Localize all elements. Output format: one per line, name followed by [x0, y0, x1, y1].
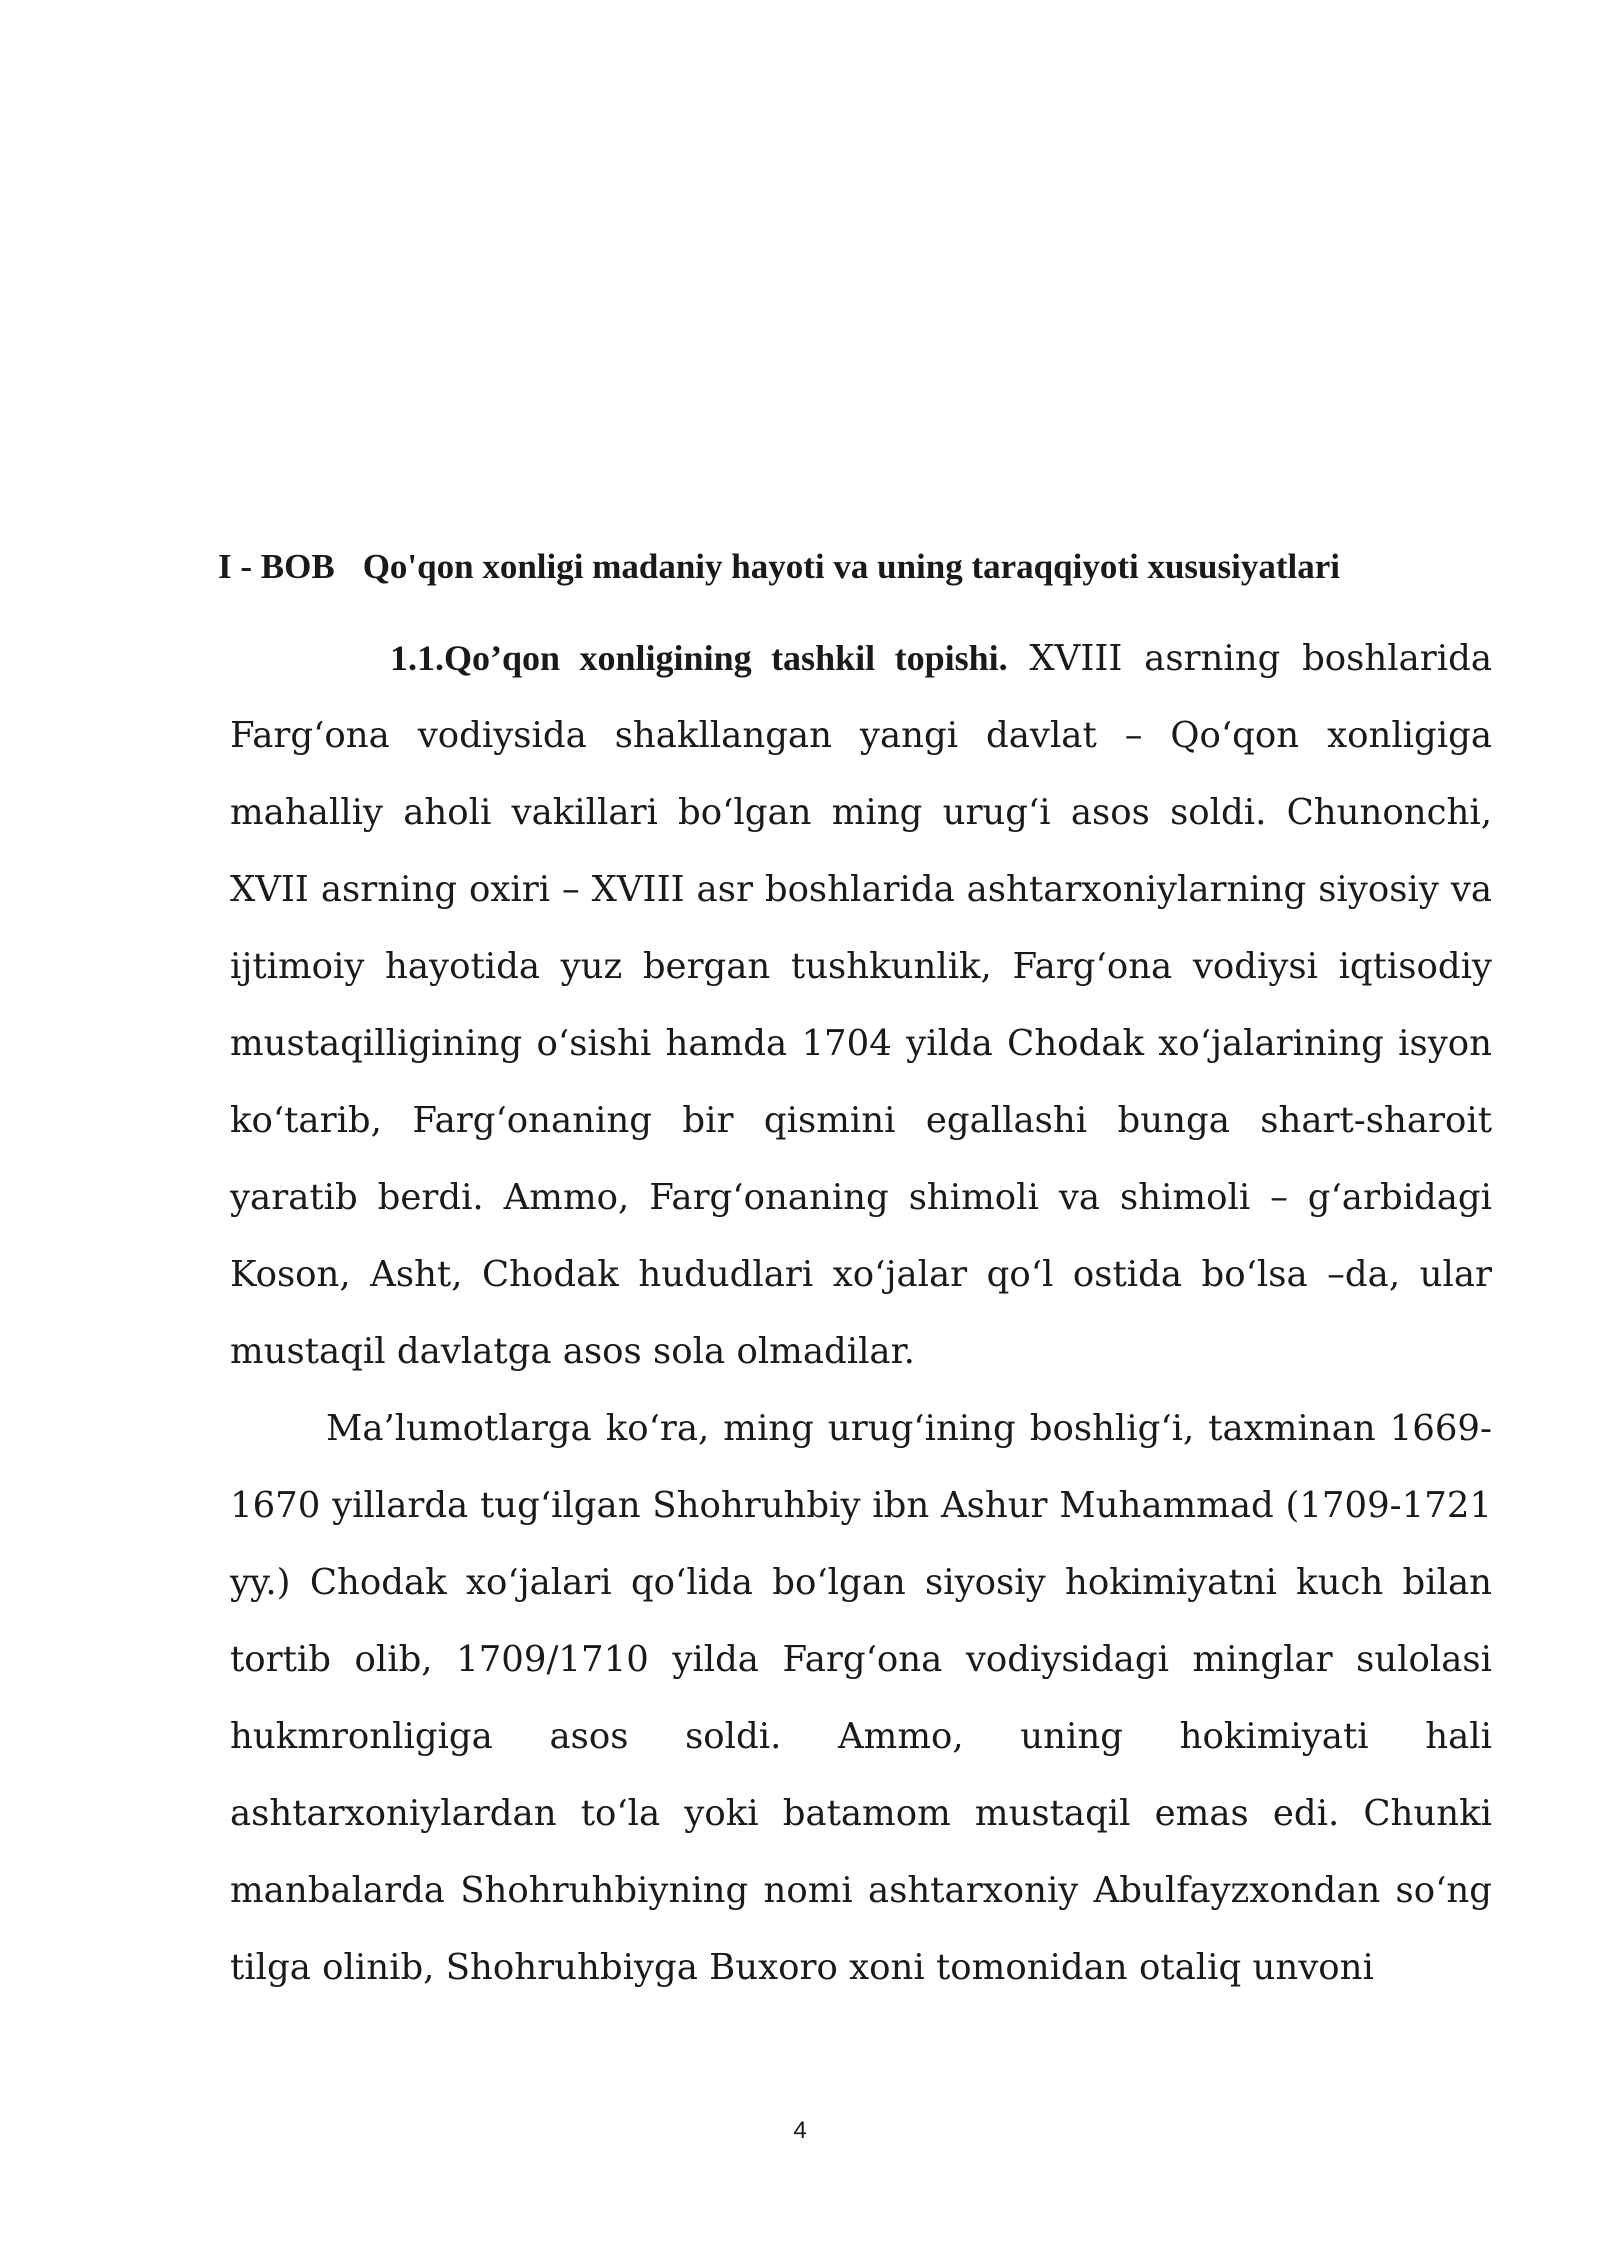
- chapter-title: [218, 540, 1518, 594]
- page-number: 4: [793, 2117, 807, 2144]
- paragraph-2: Ma’lumotlarga ko‘ra, ming urug‘ining boshlig‘i, taxminan 1669-1670 yillarda tug‘ilgan Shohruhbiy ibn Ashur Muhammad (1709-1721 yy.) Chodak xo‘jalari qo‘lida bo‘lgan siyosiy hokimiyatni kuch bilan tortib olib, 1709/1710 yilda Farg‘ona vodiysidagi minglar sulolasi hukmronligiga asos soldi. Ammo, uning hokimiyati hali ashtarxoniylardan to‘la yoki batamom mustaqil emas edi. Chunki manbalarda Shohruhbiyning nomi ashtarxoniy Abulfayzxondan so‘ng tilga olinib, Shohruhbiyga Buxoro xoni tomonidan otaliq unvoni: [230, 1408, 1492, 1988]
- paragraph-1-text: XVIII asrning boshlarida Farg‘ona vodiysida shakllangan yangi davlat – Qo‘qon xonligiga mahalliy aholi vakillari bo‘lgan ming urug‘i asos soldi. Chunonchi, XVII asrning oxiri – XVIII asr boshlarida ashtarxoniylarning siyosiy va ijtimoiy hayotida yuz bergan tushkunlik, Farg‘ona vodiysi iqtisodiy mustaqilligining o‘sishi hamda 1704 yilda Chodak xo‘jalarining isyon ko‘tarib, Farg‘onaning bir qismini egallashi bunga shart-sharoit yaratib berdi. Ammo, Farg‘onaning shimoli va shimoli – g‘arbidagi Koson, Asht, Chodak hududlari xo‘jalar qo‘l ostida bo‘lsa –da, ular mustaqil davlatga asos sola olmadilar.: [230, 638, 1492, 1372]
- paragraph-1: [230, 620, 1492, 1390]
- chapter-number: I - BOB: [218, 547, 335, 586]
- chapter-title-text: Qo'qon xonligi madaniy hayoti va uning taraqqiyoti xususiyatlari: [362, 547, 1341, 586]
- section-heading: 1.1.Qo’qon xonligining tashkil topishi.: [390, 638, 1008, 678]
- body-text: [230, 620, 1492, 2006]
